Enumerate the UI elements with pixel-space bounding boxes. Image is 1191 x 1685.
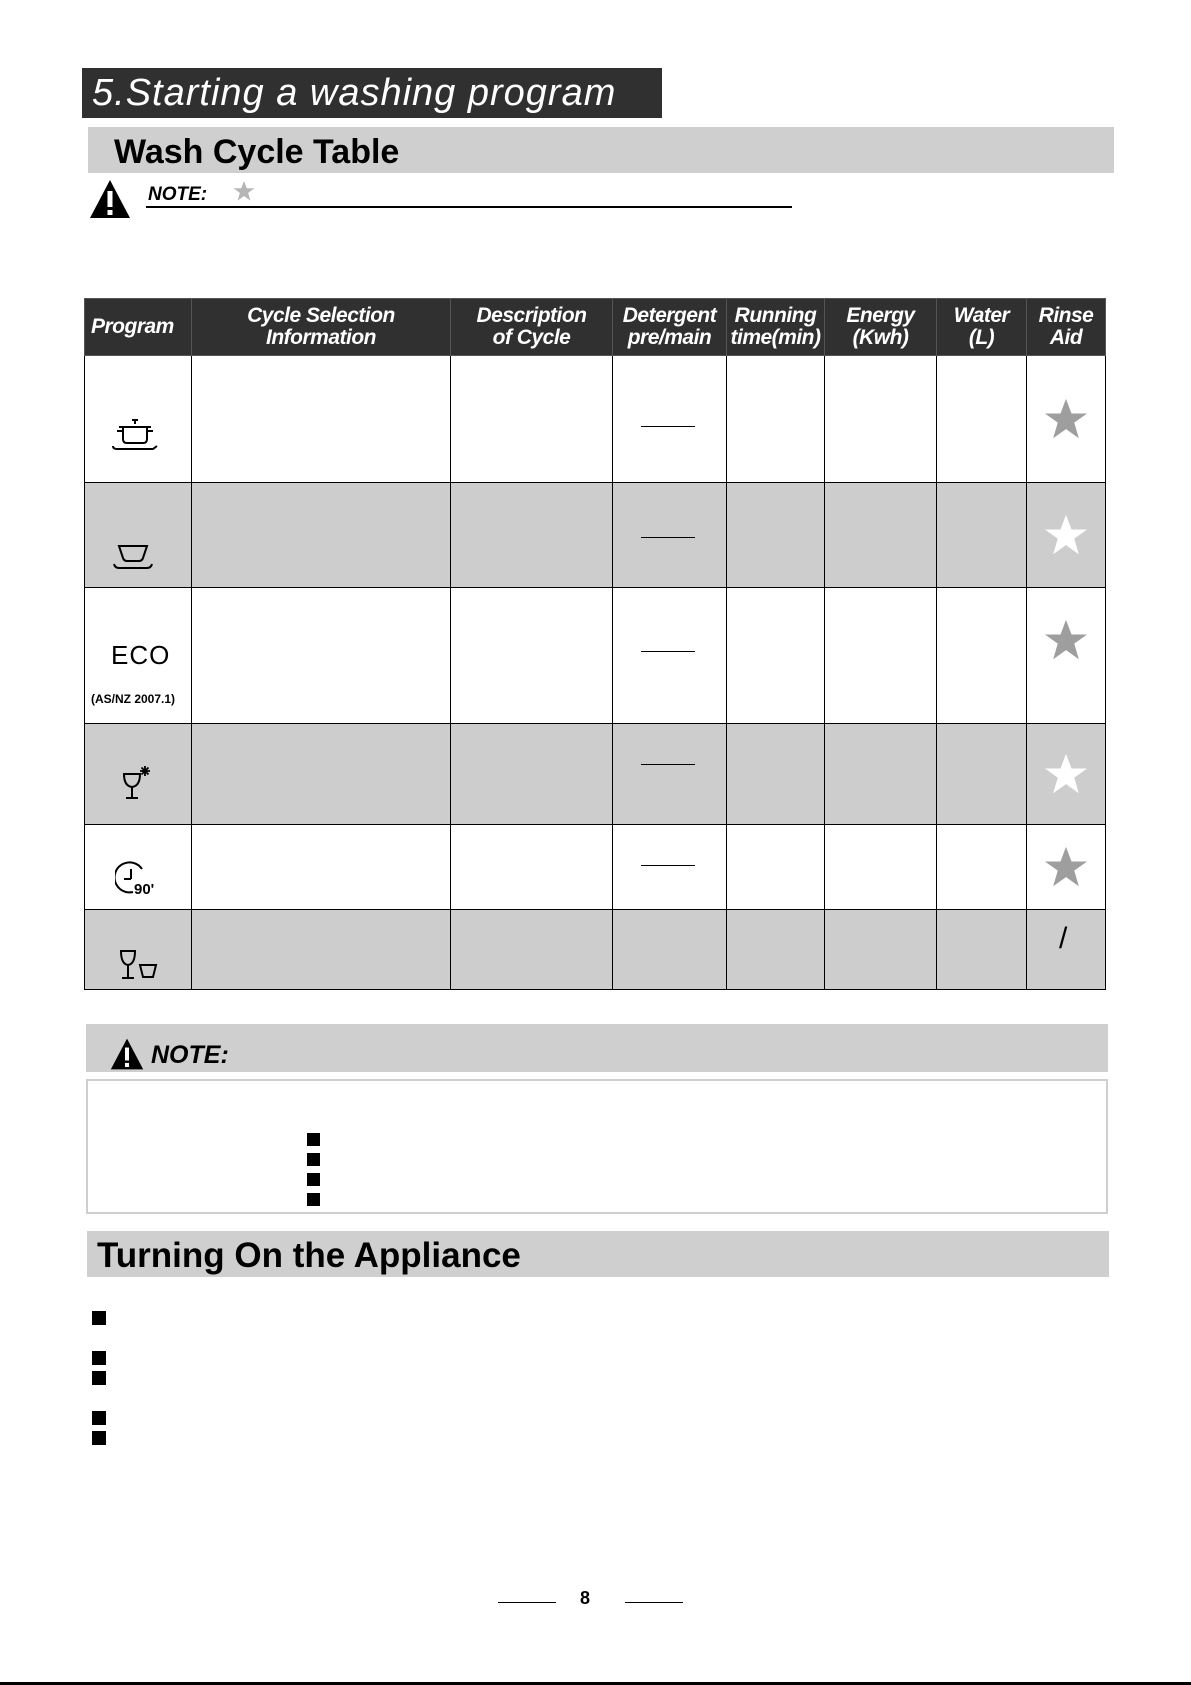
program-cell [85, 825, 192, 910]
clock-90-label: 90' [134, 881, 155, 897]
detergent-cell [613, 724, 727, 825]
eco-standard-label: (AS/NZ 2007.1) [91, 692, 176, 706]
header-energy: Energy (Kwh) [825, 299, 937, 356]
rinse-aid-cell [1027, 724, 1106, 825]
column-divider [824, 382, 825, 927]
note-band [86, 1024, 1108, 1072]
page-number-rule-right [625, 1602, 683, 1603]
program-cell [85, 483, 192, 588]
detergent-cell [613, 483, 727, 588]
warning-icon [110, 1037, 144, 1071]
bullet-square [307, 1193, 320, 1206]
bullet-square [92, 1351, 106, 1365]
section-title-turning-on: Turning On the Appliance [87, 1231, 1109, 1277]
rinse-aid-cell [1027, 588, 1106, 724]
star-icon [1044, 513, 1088, 557]
header-program: Program [85, 299, 192, 356]
bullet-square [307, 1133, 320, 1146]
table-row [85, 910, 1106, 990]
page-number: 8 [580, 1588, 591, 1608]
rinse-aid-none: / [1059, 922, 1068, 955]
table-row [85, 483, 1106, 588]
program-cell [85, 910, 192, 990]
glass-sparkle-icon [121, 764, 153, 804]
note-box [86, 1079, 1108, 1214]
header-description: Description of Cycle [451, 299, 613, 356]
star-icon [1044, 752, 1088, 796]
table-row [85, 825, 1106, 910]
detergent-cell [613, 356, 727, 483]
note-label: NOTE: [148, 184, 208, 205]
detergent-cell [613, 588, 727, 724]
bullet-square [92, 1311, 106, 1325]
header-running-time: Running time(min) [727, 299, 825, 356]
bullet-square [307, 1153, 320, 1166]
program-cell [85, 588, 192, 724]
header-water: Water (L) [937, 299, 1027, 356]
rinse-aid-cell [1027, 825, 1106, 910]
note-label: NOTE: [151, 1041, 229, 1069]
bullet-square [307, 1173, 320, 1186]
detergent-cell [613, 825, 727, 910]
normal-bowl-icon [111, 543, 155, 573]
table-row [85, 356, 1106, 483]
rinse-aid-cell [1027, 483, 1106, 588]
page-number-rule-left [498, 1602, 556, 1603]
program-cell [85, 724, 192, 825]
clock-90-icon [115, 861, 161, 897]
star-icon [233, 180, 255, 202]
glass-cup-icon [119, 948, 159, 984]
bullet-square [92, 1431, 106, 1445]
bullet-square [92, 1411, 106, 1425]
bullet-square [92, 1371, 106, 1385]
rinse-aid-cell [1027, 910, 1106, 990]
table-row [85, 724, 1106, 825]
note-underline [146, 206, 792, 208]
header-rinse-aid: Rinse Aid [1027, 299, 1106, 356]
program-cell [85, 356, 192, 483]
rinse-aid-cell [1027, 356, 1106, 483]
star-icon [1044, 397, 1088, 441]
header-cycle-selection: Cycle Selection Information [192, 299, 451, 356]
star-icon [1044, 618, 1088, 662]
table-header-row [85, 299, 1106, 356]
table-row [85, 588, 1106, 724]
star-icon [1044, 845, 1088, 889]
intensive-pot-icon [111, 418, 161, 454]
chapter-title: 5.Starting a washing program [82, 68, 662, 118]
warning-icon [89, 179, 131, 219]
wash-cycle-table [84, 298, 1106, 990]
eco-label: ECO [111, 640, 171, 670]
header-detergent: Detergent pre/main [613, 299, 727, 356]
section-title-wash-cycle: Wash Cycle Table [88, 127, 1114, 173]
